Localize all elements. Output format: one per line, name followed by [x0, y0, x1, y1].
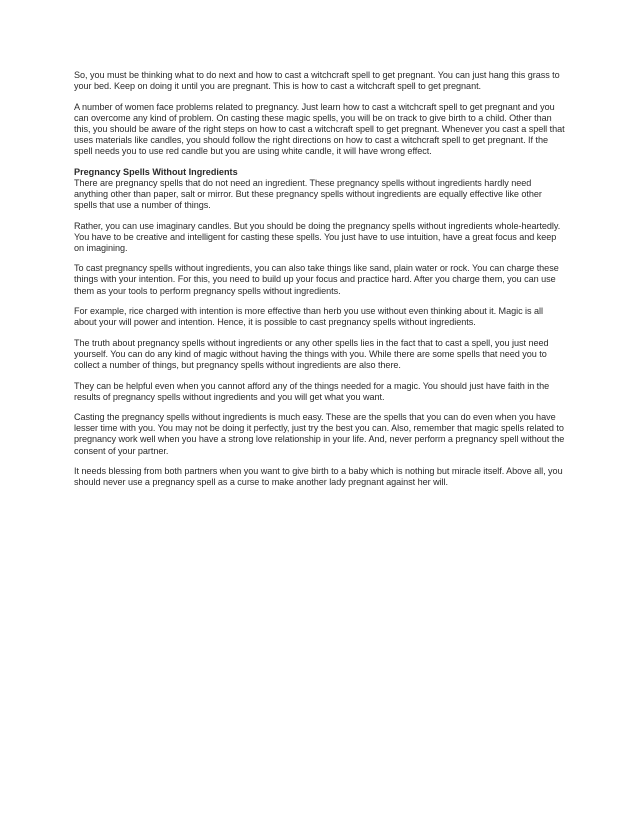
section-paragraph-4: For example, rice charged with intention is more effective than herb you use without even thinking about it. Magic is all about your will power and intention. Hence, it is possible to cast pregnancy spells without ingredients.	[74, 306, 543, 328]
section-paragraph-5: The truth about pregnancy spells without ingredients or any other spells lies in the fact that to cast a spell, you just need yourself. You can do any kind of magic without having the things with you. While there are some spells that need you to collect a number of things, but pregnancy spells without ingredients are also there.	[74, 337, 549, 370]
document-page	[74, 70, 566, 498]
section-paragraph-3: To cast pregnancy spells without ingredients, you can also take things like sand, plain water or rock. You can charge these things with your intention. For this, you need to build up your focus and practice hard. After you charge them, you can use them as your tools to perform pregnancy spells without ingredients.	[74, 263, 559, 296]
intro-paragraph-1: So, you must be thinking what to do next and how to cast a witchcraft spell to get pregnant. You can just hang this grass to your bed. Keep on doing it until you are pregnant. This is how to cast a witchcraft spell to get pregnant.	[74, 70, 560, 92]
section-heading: Pregnancy Spells Without Ingredients	[74, 166, 238, 177]
section-paragraph-2: Rather, you can use imaginary candles. But you should be doing the pregnancy spells without ingredients whole-heartedly. You have to be creative and intelligent for casting these spells. You just have to use intuition, have a great focus and keep on imagining.	[74, 220, 561, 253]
intro-paragraph-2: A number of women face problems related to pregnancy. Just learn how to cast a witchcraft spell to get pregnant and you can overcome any kind of problem. On casting these magic spells, you will be on track to give birth to a child. Other than this, you should be aware of the right steps on how to cast a witchcraft spell to get pregnant. Whenever you cast a spell that uses materials like candles, you should follow the right directions on how to cast a witchcraft spell to get pregnant. If the spell needs you to use red candle but you are using white candle, it will have wrong effect.	[74, 101, 565, 157]
section-paragraph-8: It needs blessing from both partners when you want to give birth to a baby which is nothing but miracle itself. Above all, you should never use a pregnancy spell as a curse to make another lady pregnant against her will.	[74, 466, 563, 488]
section-paragraph-6: They can be helpful even when you cannot afford any of the things needed for a magic. You should just have faith in the results of pregnancy spells without ingredients and you will get what you want.	[74, 380, 550, 402]
section-paragraph-1: There are pregnancy spells that do not need an ingredient. These pregnancy spells without ingredients hardly need anything other than paper, salt or mirror. But these pregnancy spells without ingredients are equally effective like other spells that use a number of things.	[74, 177, 542, 210]
section-paragraph-7: Casting the pregnancy spells without ingredients is much easy. These are the spells that you can do even when you have lesser time with you. You may not be doing it perfectly, just try the best you can. Also, remember that magic spells related to pregnancy work well when you have a strong love relationship in your life. And, never perform a pregnancy spell without the consent of your partner.	[74, 412, 565, 456]
